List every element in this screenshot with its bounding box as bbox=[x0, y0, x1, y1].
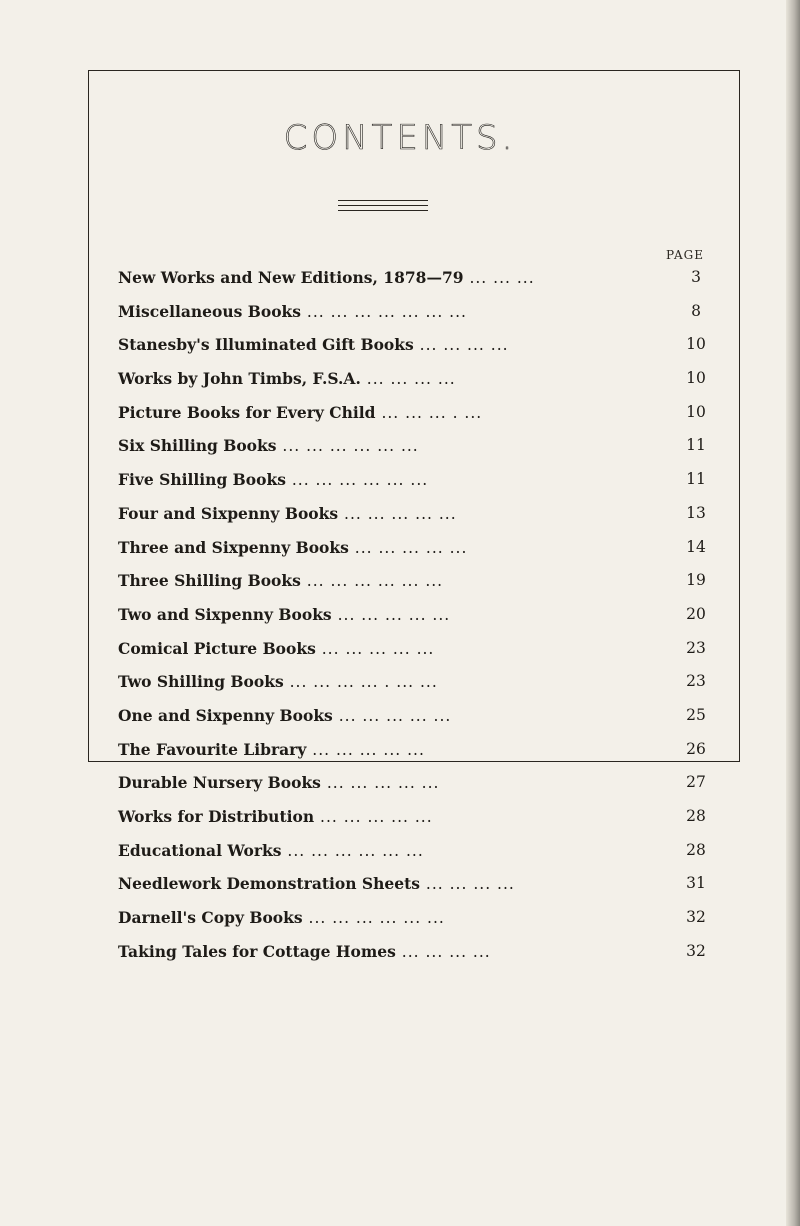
leader-dots: ... ... ... ... ... bbox=[332, 706, 452, 725]
entry-label bbox=[118, 470, 428, 489]
contents-entry bbox=[118, 569, 718, 603]
entry-title: New Works and New Editions, 1878—79 bbox=[118, 268, 464, 287]
leader-dots: ... ... ... ... ... ... bbox=[285, 471, 429, 490]
entry-page-number: 25 bbox=[686, 705, 706, 724]
entry-page-number: 11 bbox=[686, 470, 706, 489]
contents-list bbox=[118, 266, 718, 973]
contents-entry bbox=[118, 940, 718, 974]
title-rule bbox=[338, 200, 428, 201]
contents-entry bbox=[118, 468, 718, 502]
entry-page-number: 14 bbox=[686, 537, 706, 556]
entry-page-number: 26 bbox=[686, 739, 706, 758]
contents-entry bbox=[118, 333, 718, 367]
entry-label bbox=[118, 807, 433, 826]
entry-page-number: 31 bbox=[686, 874, 706, 893]
leader-dots: ... ... ... ... ... ... bbox=[300, 572, 444, 591]
entry-page-number: 11 bbox=[686, 436, 706, 455]
entry-label bbox=[118, 302, 467, 321]
leader-dots: ... ... ... ... bbox=[420, 875, 515, 894]
entry-label bbox=[118, 841, 424, 860]
entry-label bbox=[118, 605, 450, 624]
entry-title: Comical Picture Books bbox=[118, 638, 316, 658]
contents-entry bbox=[118, 906, 718, 940]
entry-title: Three and Sixpenny Books bbox=[118, 537, 349, 557]
entry-title: Needlework Demonstration Sheets bbox=[118, 874, 420, 894]
leader-dots: ... ... ... ... ... ... ... bbox=[301, 302, 467, 321]
page-title: CONTENTS. bbox=[283, 118, 517, 158]
entry-label bbox=[118, 335, 509, 354]
contents-entry bbox=[118, 401, 718, 435]
entry-page-number: 10 bbox=[686, 402, 706, 421]
entry-page-number: 8 bbox=[691, 301, 701, 320]
contents-entry bbox=[118, 434, 718, 468]
leader-dots: ... ... ... ... bbox=[360, 370, 456, 389]
entry-page-number: 32 bbox=[686, 941, 706, 960]
entry-title: Six Shilling Books bbox=[118, 436, 277, 456]
contents-entry bbox=[118, 670, 718, 704]
entry-label bbox=[118, 672, 438, 691]
leader-dots: ... ... ... ... ... bbox=[306, 740, 425, 759]
entry-label bbox=[118, 268, 535, 287]
entry-page-number: 23 bbox=[686, 672, 706, 691]
entry-page-number: 10 bbox=[686, 369, 706, 388]
contents-entry bbox=[118, 502, 718, 536]
entry-title: Picture Books for Every Child bbox=[118, 402, 376, 422]
entry-label bbox=[118, 538, 467, 557]
entry-page-number: 13 bbox=[686, 503, 706, 522]
entry-label bbox=[118, 908, 445, 927]
entry-page-number: 3 bbox=[691, 268, 701, 286]
entry-page-number: 28 bbox=[686, 807, 706, 825]
entry-title: Miscellaneous Books bbox=[118, 301, 301, 321]
contents-entry bbox=[118, 872, 718, 906]
entry-label bbox=[118, 874, 515, 893]
contents-entry bbox=[118, 805, 718, 839]
entry-title: Two and Sixpenny Books bbox=[118, 604, 332, 624]
entry-label bbox=[118, 639, 434, 658]
entry-label bbox=[118, 571, 443, 590]
title-rule bbox=[338, 210, 428, 211]
entry-title: One and Sixpenny Books bbox=[118, 705, 333, 725]
leader-dots: ... ... ... ... . ... ... bbox=[283, 673, 438, 692]
leader-dots: ... ... ... ... ... bbox=[320, 774, 440, 793]
entry-label bbox=[118, 706, 451, 725]
contents-entry bbox=[118, 536, 718, 570]
entry-title: Educational Works bbox=[118, 840, 282, 860]
leader-dots: ... ... ... ... ... bbox=[315, 639, 435, 658]
entry-label bbox=[118, 436, 419, 455]
entry-title: Five Shilling Books bbox=[118, 470, 286, 490]
entry-label bbox=[118, 942, 491, 961]
contents-entry bbox=[118, 300, 718, 334]
entry-title: Taking Tales for Cottage Homes bbox=[118, 941, 396, 961]
leader-dots: ... ... ... ... bbox=[413, 336, 509, 355]
entry-title: Stanesby's Illuminated Gift Books bbox=[118, 335, 414, 355]
contents-entry bbox=[118, 771, 718, 805]
entry-label bbox=[118, 369, 456, 388]
entry-label bbox=[118, 403, 482, 422]
entry-page-number: 19 bbox=[686, 571, 706, 590]
contents-entry bbox=[118, 637, 718, 671]
entry-title: Three Shilling Books bbox=[118, 571, 301, 591]
leader-dots: ... ... ... ... ... bbox=[348, 538, 468, 557]
page-column-header: PAGE bbox=[666, 248, 704, 262]
page-edge bbox=[786, 0, 800, 1226]
entry-page-number: 32 bbox=[686, 908, 706, 927]
entry-title: Works by John Timbs, F.S.A. bbox=[118, 369, 361, 389]
entry-title: Works for Distribution bbox=[118, 807, 315, 826]
contents-entry bbox=[118, 266, 718, 300]
leader-dots: ... ... ... ... ... ... bbox=[281, 841, 424, 860]
leader-dots: ... ... ... ... ... bbox=[338, 504, 457, 523]
entry-title: Durable Nursery Books bbox=[118, 773, 321, 793]
contents-entry bbox=[118, 839, 718, 873]
title-rule bbox=[338, 205, 428, 206]
entry-title: Darnell's Copy Books bbox=[118, 908, 303, 928]
entry-title: Two Shilling Books bbox=[118, 672, 284, 692]
entry-page-number: 27 bbox=[686, 773, 706, 792]
leader-dots: ... ... ... ... ... ... bbox=[302, 909, 445, 928]
entry-label bbox=[118, 773, 439, 792]
leader-dots: ... ... ... bbox=[463, 269, 535, 287]
entry-label bbox=[118, 504, 457, 523]
entry-title: The Favourite Library bbox=[118, 739, 307, 759]
contents-entry bbox=[118, 603, 718, 637]
contents-entry bbox=[118, 704, 718, 738]
leader-dots: ... ... ... ... bbox=[395, 942, 491, 961]
entry-label bbox=[118, 740, 425, 759]
entry-page-number: 10 bbox=[686, 335, 706, 354]
contents-entry bbox=[118, 367, 718, 401]
leader-dots: ... ... ... ... ... ... bbox=[276, 437, 419, 456]
entry-page-number: 20 bbox=[686, 604, 706, 623]
entry-page-number: 23 bbox=[686, 638, 706, 657]
entry-page-number: 28 bbox=[686, 840, 706, 859]
entry-title: Four and Sixpenny Books bbox=[118, 503, 339, 523]
leader-dots: ... ... ... ... ... bbox=[331, 605, 451, 624]
leader-dots: ... ... ... . ... bbox=[375, 403, 483, 422]
leader-dots: ... ... ... ... ... bbox=[314, 808, 433, 826]
contents-entry bbox=[118, 738, 718, 772]
